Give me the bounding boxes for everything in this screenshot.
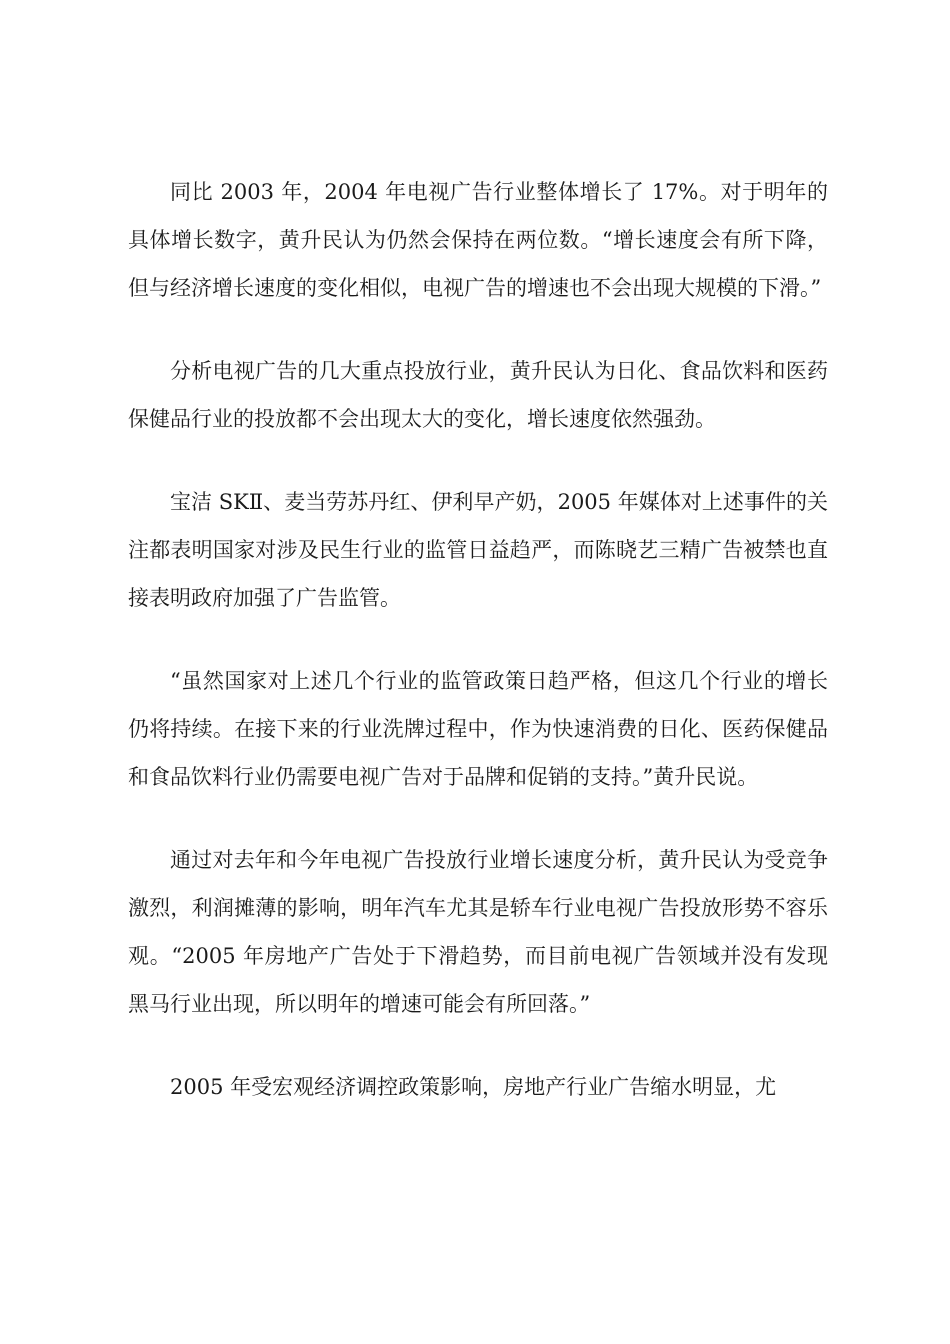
- document-body: [128, 168, 828, 1146]
- paragraph-5: 通过对去年和今年电视广告投放行业增长速度分析，黄升民认为受竞争激烈，利润摊薄的影响，明年汽车尤其是轿车行业电视广告投放形势不容乐观。“2005 年房地产广告处于下滑趋势，而目前电视广告领域并没有发现黑马行业出现，所以明年的增速可能会有所回落。”: [128, 848, 828, 1016]
- paragraph-6: 2005 年受宏观经济调控政策影响，房地产行业广告缩水明显，尤: [170, 1075, 777, 1099]
- paragraph-3: 宝洁 SKⅡ、麦当劳苏丹红、伊利早产奶，2005 年媒体对上述事件的关注都表明国家对涉及民生行业的监管日益趋严，而陈晓艺三精广告被禁也直接表明政府加强了广告监管。: [128, 490, 828, 610]
- paragraph-4: “虽然国家对上述几个行业的监管政策日趋严格，但这几个行业的增长仍将持续。在接下来的行业洗牌过程中，作为快速消费的日化、医药保健品和食品饮料行业仍需要电视广告对于品牌和促销的支持。”黄升民说。: [128, 669, 828, 789]
- paragraph-2: 分析电视广告的几大重点投放行业，黄升民认为日化、食品饮料和医药保健品行业的投放都不会出现太大的变化，增长速度依然强劲。: [128, 359, 828, 431]
- paragraph-1: 同比 2003 年，2004 年电视广告行业整体增长了 17%。对于明年的具体增长数字，黄升民认为仍然会保持在两位数。“增长速度会有所下降，但与经济增长速度的变化相似，电视广告的增速也不会出现大规模的下滑。”: [128, 180, 828, 300]
